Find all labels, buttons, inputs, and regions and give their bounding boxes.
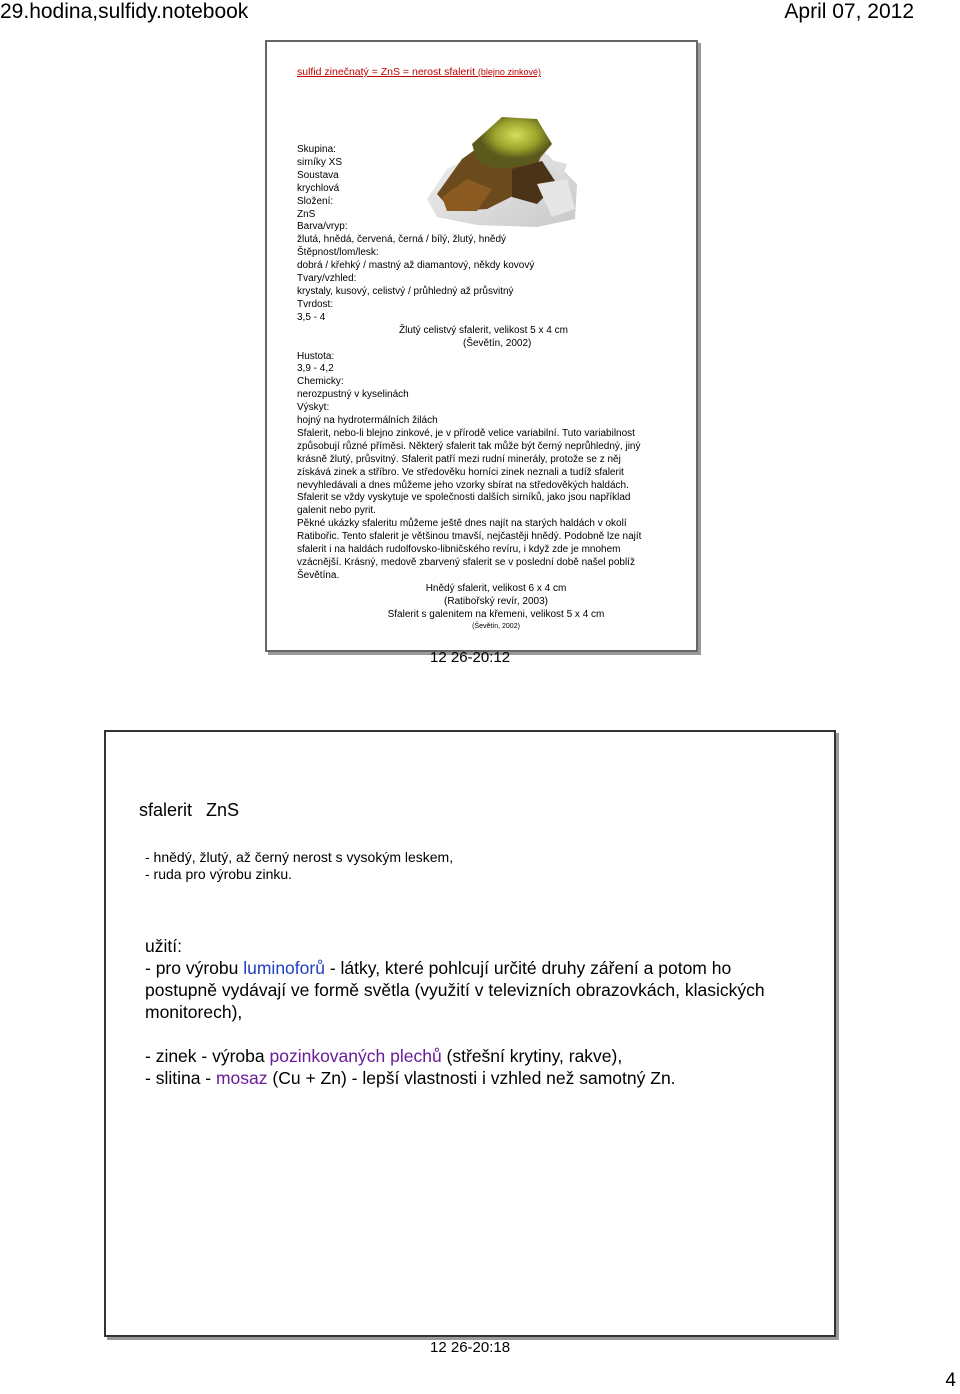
prop-line: Skupina:	[297, 144, 336, 155]
use1-line2: postupně vydávají ve formě světla (využití v televizních obrazovkách, klasických	[145, 980, 765, 1000]
slide-1	[265, 40, 698, 652]
photo-caption-2: Hnědý sfalerit, velikost 6 x 4 cm	[425, 582, 567, 594]
galvanized-sheets-link[interactable]: pozinkovaných plechů	[269, 1046, 442, 1066]
prop-line: Štěpnost/lom/lesk:	[297, 247, 379, 259]
photo-caption-1: Žlutý celistvý sfalerit, velikost 5 x 4 cm	[399, 324, 568, 336]
page-number: 4	[945, 1370, 956, 1391]
uses-section	[145, 935, 825, 1089]
mineral-name: sfalerit	[139, 800, 193, 820]
prop-line: 3,5 - 4	[297, 311, 326, 323]
paragraph-line: Sfalerit se vždy vyskytuje ve společnosti dalších sirníků, jako jsou například	[297, 492, 631, 504]
property-item: - hnědý, žlutý, až černý nerost s vysokým leskem,	[145, 849, 454, 865]
notebook-title: 29.hodina,sulfidy.notebook	[0, 0, 249, 23]
page-date: April 07, 2012	[784, 0, 914, 23]
paragraph-line: krásně žlutý, průsvitný. Sfalerit patří mezi rudní minerály, protože se z něj	[297, 453, 621, 465]
prop-line: ZnS	[297, 208, 316, 220]
luminophores-link[interactable]: luminoforů	[243, 958, 325, 978]
title-main: sulfid zinečnatý = ZnS = nerost sfalerit	[297, 66, 478, 78]
property-item: - ruda pro výrobu zinku.	[145, 866, 293, 882]
slide-1-title	[297, 66, 541, 78]
properties-list	[145, 849, 453, 883]
prop-line: Hustota:	[297, 350, 335, 362]
photo-caption-1-source: (Ševětín, 2002)	[463, 337, 532, 349]
prop-line: Soustava	[297, 169, 339, 181]
prop-line: Tvrdost:	[297, 298, 334, 310]
prop-line: 3,9 - 4,2	[297, 363, 334, 375]
paragraph-line: galenit nebo pyrit.	[297, 505, 376, 517]
prop-line: krystaly, kusový, celistvý / průhledný až průsvitný	[297, 285, 514, 297]
use1-prefix: - pro výrobu	[145, 958, 244, 978]
paragraph-line: nevyhledávali a dnes můžeme jeho vzorky sbírat na středověkých haldách.	[297, 479, 629, 491]
photo-caption-3-source: (Ševětín, 2002)	[472, 622, 520, 630]
use-brass	[145, 1067, 825, 1089]
slide-1-text	[297, 144, 697, 632]
use-luminophores	[145, 957, 825, 979]
paragraph-line: sfalerit i na haldách rudolfovsko-libničského revíru, i když zde je mnohem	[297, 544, 621, 556]
paragraph-line: Sfalerit, nebo-li blejno zinkové, je v přírodě velice variabilní. Tuto variabilnost	[297, 427, 635, 439]
photo-caption-2-source: (Ratibořský revír, 2003)	[444, 595, 548, 607]
spacer	[145, 1023, 825, 1045]
timestamp-1: 12 26-20:12	[430, 649, 511, 666]
use3-rest: (Cu + Zn) - lepší vlastnosti i vzhled než samotný Zn.	[267, 1068, 676, 1088]
title-note: (blejno zinkové)	[477, 67, 541, 77]
prop-line: Výskyt:	[297, 402, 330, 414]
prop-line: krychlová	[297, 182, 340, 194]
slide-2	[104, 730, 836, 1337]
paragraph-line: Ratibořic. Tento sfalerit je většinou tmavší, nejčastěji hnědý. Podobně lze najít	[297, 531, 642, 543]
prop-line: hojný na hydrotermálních žilách	[297, 415, 438, 427]
paragraph-line: Ševětína.	[297, 569, 340, 581]
prop-line: sirníky XS	[297, 156, 343, 168]
use1-rest: - látky, které pohlcují určité druhy záření a potom ho	[324, 958, 732, 978]
prop-line: nerozpustný v kyselinách	[297, 389, 409, 401]
prop-line: Složení:	[297, 195, 334, 207]
paragraph-line: Pěkné ukázky sfaleritu můžeme ještě dnes najít na starých haldách v okolí	[297, 518, 627, 530]
prop-line: žlutá, hnědá, červená, černá / bílý, žlutý, hnědý	[297, 234, 507, 246]
use1-line3: monitorech),	[145, 1002, 243, 1022]
paragraph-line: způsobují různé příměsi. Některý sfalerit tak může být černý neprůhledný, jiný	[297, 440, 641, 452]
use2-rest: (střešní krytiny, rakve),	[441, 1046, 623, 1066]
prop-line: Tvary/vzhled:	[297, 273, 357, 285]
prop-line: dobrá / křehký / mastný až diamantový, někdy kovový	[297, 260, 535, 272]
paragraph-line: vzácnější. Krásný, medově zbarvený sfalerit se v poslední době našel poblíž	[297, 557, 635, 568]
brass-link[interactable]: mosaz	[215, 1068, 268, 1088]
use2-prefix: - zinek - výroba	[145, 1046, 270, 1066]
use3-prefix: - slitina -	[145, 1068, 216, 1088]
photo-caption-3: Sfalerit s galenitem na křemeni, velikost 5 x 4 cm	[387, 608, 605, 620]
paragraph-line: získává zinek a stříbro. Ve středověku horníci zinek neznali a tudíž sfalerit	[297, 466, 624, 478]
use-galvanized	[145, 1045, 825, 1067]
mineral-formula: ZnS	[206, 800, 240, 820]
prop-line: Barva/vryp:	[297, 221, 348, 233]
timestamp-2: 12 26-20:18	[430, 1339, 511, 1356]
slide-2-heading	[139, 800, 253, 821]
prop-line: Chemicky:	[297, 376, 344, 388]
uses-label: užití:	[145, 936, 182, 956]
